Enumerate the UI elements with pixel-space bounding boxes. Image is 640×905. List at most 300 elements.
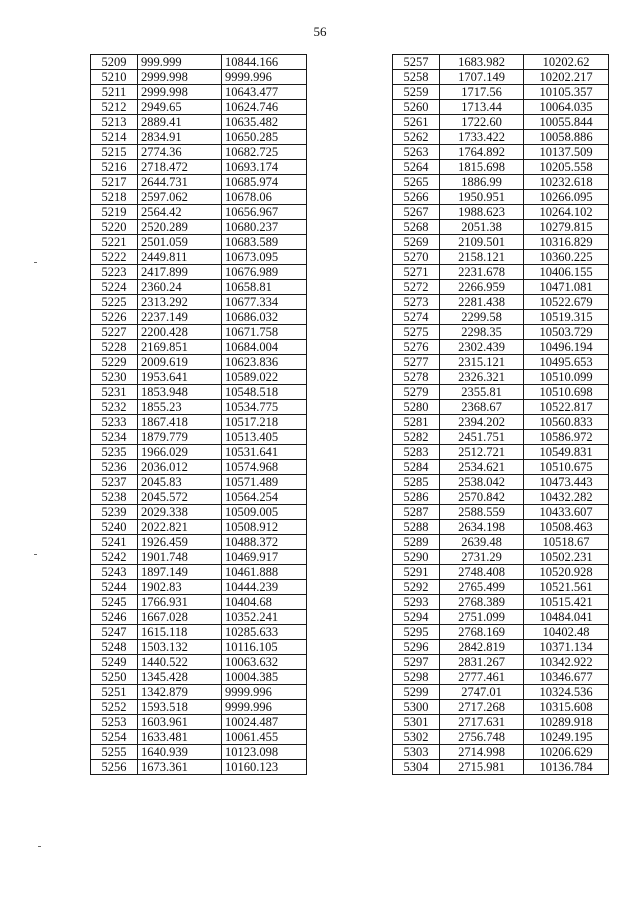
x-coordinate-cell: 999.999 [138,55,222,70]
point-number-cell: 5277 [393,355,440,370]
x-coordinate-cell: 2714.998 [440,745,524,760]
point-number-cell: 5298 [393,670,440,685]
y-coordinate-cell: 10656.967 [222,205,307,220]
x-coordinate-cell: 2889.41 [138,115,222,130]
table-row [393,55,609,70]
table-row [393,85,609,100]
x-coordinate-cell: 2501.059 [138,235,222,250]
table-row [91,670,307,685]
x-coordinate-cell: 2302.439 [440,340,524,355]
point-number-cell: 5243 [91,565,138,580]
y-coordinate-cell: 10513.405 [222,430,307,445]
y-coordinate-cell: 10623.836 [222,355,307,370]
x-coordinate-cell: 1953.641 [138,370,222,385]
y-coordinate-cell: 10461.888 [222,565,307,580]
coordinates-table-left [90,54,307,775]
x-coordinate-cell: 2774.36 [138,145,222,160]
x-coordinate-cell: 2022.821 [138,520,222,535]
point-number-cell: 5261 [393,115,440,130]
table-row [393,430,609,445]
point-number-cell: 5251 [91,685,138,700]
y-coordinate-cell: 10371.134 [524,640,609,655]
point-number-cell: 5304 [393,760,440,775]
point-number-cell: 5215 [91,145,138,160]
point-number-cell: 5262 [393,130,440,145]
y-coordinate-cell: 10510.099 [524,370,609,385]
y-coordinate-cell: 9999.996 [222,70,307,85]
x-coordinate-cell: 1615.118 [138,625,222,640]
point-number-cell: 5284 [393,460,440,475]
x-coordinate-cell: 2756.748 [440,730,524,745]
y-coordinate-cell: 9999.996 [222,700,307,715]
table-row [393,265,609,280]
table-row [393,535,609,550]
x-coordinate-cell: 1901.748 [138,550,222,565]
y-coordinate-cell: 10680.237 [222,220,307,235]
point-number-cell: 5237 [91,475,138,490]
x-coordinate-cell: 1897.149 [138,565,222,580]
table-row [91,160,307,175]
point-number-cell: 5226 [91,310,138,325]
y-coordinate-cell: 10202.217 [524,70,609,85]
x-coordinate-cell: 2538.042 [440,475,524,490]
y-coordinate-cell: 10160.123 [222,760,307,775]
point-number-cell: 5249 [91,655,138,670]
x-coordinate-cell: 2731.29 [440,550,524,565]
x-coordinate-cell: 2588.559 [440,505,524,520]
y-coordinate-cell: 10635.482 [222,115,307,130]
y-coordinate-cell: 10404.68 [222,595,307,610]
y-coordinate-cell: 10264.102 [524,205,609,220]
table-row [91,520,307,535]
x-coordinate-cell: 2768.169 [440,625,524,640]
table-row [91,310,307,325]
y-coordinate-cell: 10658.81 [222,280,307,295]
y-coordinate-cell: 10406.155 [524,265,609,280]
y-coordinate-cell: 10289.918 [524,715,609,730]
table-row [393,70,609,85]
point-number-cell: 5295 [393,625,440,640]
x-coordinate-cell: 2368.67 [440,400,524,415]
table-row [91,610,307,625]
x-coordinate-cell: 2045.83 [138,475,222,490]
table-row [91,370,307,385]
x-coordinate-cell: 2747.01 [440,685,524,700]
table-row [393,295,609,310]
table-row [393,160,609,175]
x-coordinate-cell: 1707.149 [440,70,524,85]
x-coordinate-cell: 2765.499 [440,580,524,595]
table-row [393,490,609,505]
y-coordinate-cell: 10324.536 [524,685,609,700]
y-coordinate-cell: 10202.62 [524,55,609,70]
table-row [393,655,609,670]
table-row [393,460,609,475]
point-number-cell: 5265 [393,175,440,190]
x-coordinate-cell: 2298.35 [440,325,524,340]
y-coordinate-cell: 10433.607 [524,505,609,520]
y-coordinate-cell: 10136.784 [524,760,609,775]
point-number-cell: 5281 [393,415,440,430]
x-coordinate-cell: 2158.121 [440,250,524,265]
y-coordinate-cell: 10519.315 [524,310,609,325]
table-row [393,310,609,325]
point-number-cell: 5280 [393,400,440,415]
table-row [393,370,609,385]
y-coordinate-cell: 10352.241 [222,610,307,625]
y-coordinate-cell: 10521.561 [524,580,609,595]
y-coordinate-cell: 10517.218 [222,415,307,430]
point-number-cell: 5209 [91,55,138,70]
table-row [393,640,609,655]
point-number-cell: 5258 [393,70,440,85]
table-row [91,685,307,700]
y-coordinate-cell: 10484.041 [524,610,609,625]
table-row [393,220,609,235]
x-coordinate-cell: 1855.23 [138,400,222,415]
x-coordinate-cell: 2949.65 [138,100,222,115]
table-row [393,745,609,760]
x-coordinate-cell: 1867.418 [138,415,222,430]
x-coordinate-cell: 1926.459 [138,535,222,550]
point-number-cell: 5274 [393,310,440,325]
y-coordinate-cell: 10232.618 [524,175,609,190]
point-number-cell: 5223 [91,265,138,280]
y-coordinate-cell: 10564.254 [222,490,307,505]
table-row [393,445,609,460]
coordinates-table-right [392,54,609,775]
table-row [91,205,307,220]
x-coordinate-cell: 2045.572 [138,490,222,505]
x-coordinate-cell: 1879.779 [138,430,222,445]
y-coordinate-cell: 10116.105 [222,640,307,655]
table-row [91,325,307,340]
y-coordinate-cell: 10510.698 [524,385,609,400]
table-row [393,685,609,700]
table-row [393,355,609,370]
x-coordinate-cell: 1722.60 [440,115,524,130]
point-number-cell: 5247 [91,625,138,640]
table-row [393,625,609,640]
point-number-cell: 5216 [91,160,138,175]
x-coordinate-cell: 1667.028 [138,610,222,625]
table-row [393,235,609,250]
table-row [91,220,307,235]
table-row [91,130,307,145]
y-coordinate-cell: 10061.455 [222,730,307,745]
table-row [393,340,609,355]
table-row [91,730,307,745]
table-row [393,760,609,775]
y-coordinate-cell: 10249.195 [524,730,609,745]
y-coordinate-cell: 10402.48 [524,625,609,640]
table-row [91,460,307,475]
point-number-cell: 5248 [91,640,138,655]
y-coordinate-cell: 10549.831 [524,445,609,460]
x-coordinate-cell: 1713.44 [440,100,524,115]
y-coordinate-cell: 9999.996 [222,685,307,700]
table-row [393,580,609,595]
point-number-cell: 5293 [393,595,440,610]
table-row [393,190,609,205]
table-row [91,625,307,640]
y-coordinate-cell: 10684.004 [222,340,307,355]
table-row [91,250,307,265]
point-number-cell: 5263 [393,145,440,160]
table-row [91,70,307,85]
point-number-cell: 5303 [393,745,440,760]
x-coordinate-cell: 2570.842 [440,490,524,505]
y-coordinate-cell: 10469.917 [222,550,307,565]
y-coordinate-cell: 10531.641 [222,445,307,460]
y-coordinate-cell: 10444.239 [222,580,307,595]
point-number-cell: 5260 [393,100,440,115]
point-number-cell: 5250 [91,670,138,685]
x-coordinate-cell: 2169.851 [138,340,222,355]
point-number-cell: 5230 [91,370,138,385]
point-number-cell: 5228 [91,340,138,355]
y-coordinate-cell: 10471.081 [524,280,609,295]
y-coordinate-cell: 10105.357 [524,85,609,100]
x-coordinate-cell: 1593.518 [138,700,222,715]
x-coordinate-cell: 2534.621 [440,460,524,475]
point-number-cell: 5239 [91,505,138,520]
y-coordinate-cell: 10671.758 [222,325,307,340]
table-row [91,655,307,670]
table-row [91,430,307,445]
x-coordinate-cell: 2051.38 [440,220,524,235]
x-coordinate-cell: 2449.811 [138,250,222,265]
y-coordinate-cell: 10510.675 [524,460,609,475]
y-coordinate-cell: 10315.608 [524,700,609,715]
x-coordinate-cell: 1815.698 [440,160,524,175]
table-row [91,580,307,595]
point-number-cell: 5229 [91,355,138,370]
x-coordinate-cell: 2768.389 [440,595,524,610]
table-row [393,670,609,685]
table-row [91,760,307,775]
table-row [91,715,307,730]
x-coordinate-cell: 1950.951 [440,190,524,205]
x-coordinate-cell: 2639.48 [440,535,524,550]
x-coordinate-cell: 2009.619 [138,355,222,370]
table-row [91,550,307,565]
x-coordinate-cell: 2417.899 [138,265,222,280]
point-number-cell: 5290 [393,550,440,565]
table-row [91,190,307,205]
x-coordinate-cell: 2717.631 [440,715,524,730]
table-row [393,145,609,160]
table-row [91,145,307,160]
point-number-cell: 5296 [393,640,440,655]
x-coordinate-cell: 2231.678 [440,265,524,280]
y-coordinate-cell: 10496.194 [524,340,609,355]
y-coordinate-cell: 10360.225 [524,250,609,265]
table-row [91,295,307,310]
table-row [91,55,307,70]
y-coordinate-cell: 10123.098 [222,745,307,760]
point-number-cell: 5211 [91,85,138,100]
x-coordinate-cell: 2237.149 [138,310,222,325]
point-number-cell: 5234 [91,430,138,445]
point-number-cell: 5259 [393,85,440,100]
point-number-cell: 5252 [91,700,138,715]
point-number-cell: 5294 [393,610,440,625]
point-number-cell: 5267 [393,205,440,220]
point-number-cell: 5268 [393,220,440,235]
point-number-cell: 5285 [393,475,440,490]
x-coordinate-cell: 1440.522 [138,655,222,670]
table-row [393,175,609,190]
x-coordinate-cell: 2315.121 [440,355,524,370]
x-coordinate-cell: 2718.472 [138,160,222,175]
point-number-cell: 5238 [91,490,138,505]
point-number-cell: 5271 [393,265,440,280]
table-row [91,745,307,760]
table-row [91,535,307,550]
scan-speck [38,846,41,847]
x-coordinate-cell: 2831.267 [440,655,524,670]
point-number-cell: 5266 [393,190,440,205]
x-coordinate-cell: 1853.948 [138,385,222,400]
scan-speck [34,262,37,263]
y-coordinate-cell: 10058.886 [524,130,609,145]
table-row [91,490,307,505]
x-coordinate-cell: 2777.461 [440,670,524,685]
x-coordinate-cell: 2281.438 [440,295,524,310]
point-number-cell: 5241 [91,535,138,550]
x-coordinate-cell: 1342.879 [138,685,222,700]
y-coordinate-cell: 10508.912 [222,520,307,535]
x-coordinate-cell: 2999.998 [138,70,222,85]
y-coordinate-cell: 10206.629 [524,745,609,760]
x-coordinate-cell: 2029.338 [138,505,222,520]
point-number-cell: 5218 [91,190,138,205]
y-coordinate-cell: 10488.372 [222,535,307,550]
point-number-cell: 5240 [91,520,138,535]
y-coordinate-cell: 10693.174 [222,160,307,175]
table-row [91,355,307,370]
y-coordinate-cell: 10063.632 [222,655,307,670]
x-coordinate-cell: 2520.289 [138,220,222,235]
x-coordinate-cell: 1717.56 [440,85,524,100]
table-row [393,550,609,565]
point-number-cell: 5264 [393,160,440,175]
table-row [91,85,307,100]
x-coordinate-cell: 2597.062 [138,190,222,205]
x-coordinate-cell: 2842.819 [440,640,524,655]
point-number-cell: 5289 [393,535,440,550]
point-number-cell: 5210 [91,70,138,85]
table-row [393,565,609,580]
point-number-cell: 5287 [393,505,440,520]
x-coordinate-cell: 2266.959 [440,280,524,295]
table-row [393,385,609,400]
point-number-cell: 5224 [91,280,138,295]
x-coordinate-cell: 2299.58 [440,310,524,325]
y-coordinate-cell: 10673.095 [222,250,307,265]
x-coordinate-cell: 2644.731 [138,175,222,190]
x-coordinate-cell: 2512.721 [440,445,524,460]
table-row [91,265,307,280]
point-number-cell: 5272 [393,280,440,295]
y-coordinate-cell: 10473.443 [524,475,609,490]
x-coordinate-cell: 1988.623 [440,205,524,220]
page-number: 56 [313,24,327,39]
x-coordinate-cell: 2360.24 [138,280,222,295]
y-coordinate-cell: 10522.679 [524,295,609,310]
x-coordinate-cell: 2717.268 [440,700,524,715]
point-number-cell: 5275 [393,325,440,340]
table-row [91,595,307,610]
point-number-cell: 5242 [91,550,138,565]
table-row [393,715,609,730]
x-coordinate-cell: 2326.321 [440,370,524,385]
point-number-cell: 5255 [91,745,138,760]
point-number-cell: 5302 [393,730,440,745]
x-coordinate-cell: 2036.012 [138,460,222,475]
table-row [91,100,307,115]
y-coordinate-cell: 10137.509 [524,145,609,160]
y-coordinate-cell: 10279.815 [524,220,609,235]
table-row [91,340,307,355]
y-coordinate-cell: 10534.775 [222,400,307,415]
y-coordinate-cell: 10503.729 [524,325,609,340]
y-coordinate-cell: 10589.022 [222,370,307,385]
y-coordinate-cell: 10346.677 [524,670,609,685]
y-coordinate-cell: 10683.589 [222,235,307,250]
y-coordinate-cell: 10285.633 [222,625,307,640]
y-coordinate-cell: 10560.833 [524,415,609,430]
y-coordinate-cell: 10316.829 [524,235,609,250]
scan-speck [34,554,37,555]
table-row [393,250,609,265]
table-row [393,280,609,295]
y-coordinate-cell: 10266.095 [524,190,609,205]
x-coordinate-cell: 1603.961 [138,715,222,730]
table-row [91,400,307,415]
point-number-cell: 5233 [91,415,138,430]
point-number-cell: 5253 [91,715,138,730]
y-coordinate-cell: 10004.385 [222,670,307,685]
point-number-cell: 5214 [91,130,138,145]
y-coordinate-cell: 10205.558 [524,160,609,175]
y-coordinate-cell: 10844.166 [222,55,307,70]
x-coordinate-cell: 1733.422 [440,130,524,145]
table-row [393,415,609,430]
x-coordinate-cell: 2834.91 [138,130,222,145]
point-number-cell: 5222 [91,250,138,265]
y-coordinate-cell: 10676.989 [222,265,307,280]
y-coordinate-cell: 10520.928 [524,565,609,580]
y-coordinate-cell: 10515.421 [524,595,609,610]
point-number-cell: 5227 [91,325,138,340]
table-row [91,235,307,250]
point-number-cell: 5301 [393,715,440,730]
point-number-cell: 5221 [91,235,138,250]
y-coordinate-cell: 10509.005 [222,505,307,520]
y-coordinate-cell: 10682.725 [222,145,307,160]
table-row [393,610,609,625]
y-coordinate-cell: 10495.653 [524,355,609,370]
y-coordinate-cell: 10685.974 [222,175,307,190]
point-number-cell: 5235 [91,445,138,460]
point-number-cell: 5217 [91,175,138,190]
y-coordinate-cell: 10548.518 [222,385,307,400]
table-row [91,505,307,520]
x-coordinate-cell: 2748.408 [440,565,524,580]
point-number-cell: 5245 [91,595,138,610]
